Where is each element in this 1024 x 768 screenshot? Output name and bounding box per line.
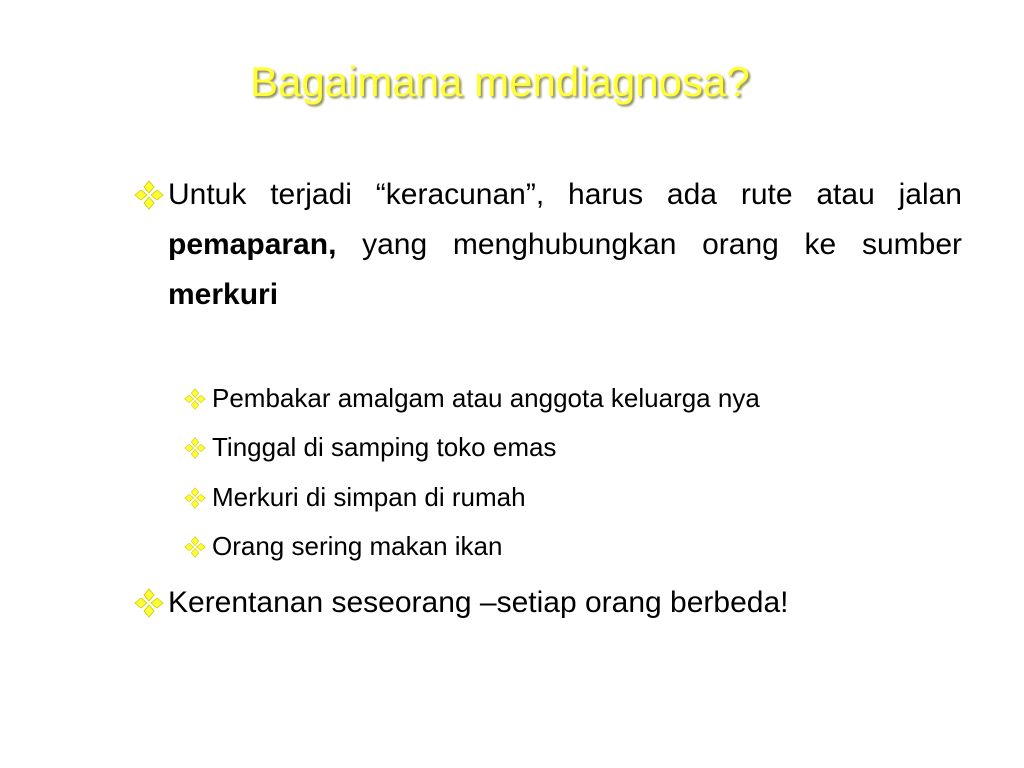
- sub-bullet-text: Merkuri di simpan di rumah: [212, 482, 526, 512]
- four-diamond-bullet-icon: [184, 487, 212, 509]
- bullet-text-part: yang menghubungkan orang ke sumber: [336, 228, 962, 261]
- sub-bullet: [184, 529, 944, 563]
- sub-bullet-text: Orang sering makan ikan: [212, 531, 503, 561]
- sub-bullet-text: Tinggal di samping toko emas: [212, 432, 557, 462]
- bullet-susceptibility: [134, 578, 962, 628]
- bullet-text-bold-pemaparan: pemaparan,: [168, 228, 337, 261]
- bullet-text-part: Untuk terjadi “keracunan”, harus ada rute atau jalan: [168, 178, 962, 211]
- bullet-text: Kerentanan seseorang –setiap orang berbeda!: [168, 586, 789, 619]
- four-diamond-bullet-icon: [134, 180, 168, 210]
- bullet-text: [168, 170, 962, 320]
- bullet-text-bold-merkuri: merkuri: [168, 278, 279, 311]
- four-diamond-bullet-icon: [184, 536, 212, 558]
- bullet-exposure-route: [134, 170, 962, 320]
- four-diamond-bullet-icon: [184, 437, 212, 459]
- four-diamond-bullet-icon: [134, 588, 168, 618]
- four-diamond-bullet-icon: [184, 388, 212, 410]
- sub-bullet-text: Pembakar amalgam atau anggota keluarga nya: [212, 383, 760, 413]
- sub-bullet: [184, 430, 944, 464]
- sub-bullet: [184, 480, 944, 514]
- sub-bullet: [184, 381, 944, 415]
- slide-title: Bagaimana mendiagnosa?: [250, 58, 750, 105]
